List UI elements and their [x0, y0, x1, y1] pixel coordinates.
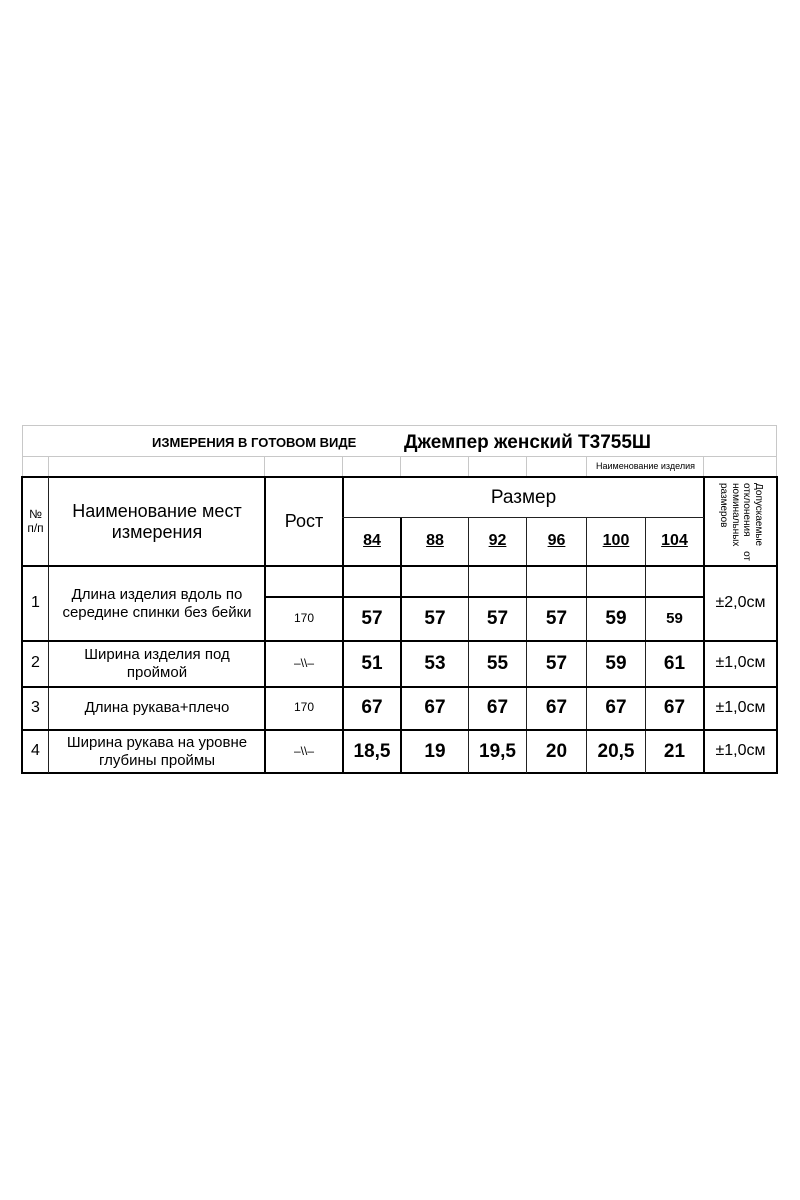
row-3-value-104: 67 — [663, 697, 686, 719]
row-4-value-96: 20 — [545, 740, 568, 762]
row-1-value-88: 57 — [424, 607, 446, 629]
row-2-name: Ширина изделия под проймой — [84, 646, 230, 681]
row-4-num: 4 — [31, 742, 40, 760]
col-header-tolerance — [705, 478, 776, 565]
sheet-caption: ИЗМЕРЕНИЯ В ГОТОВОМ ВИДЕ — [152, 434, 357, 450]
grid-line — [468, 456, 469, 477]
row-3-value-88: 67 — [424, 697, 446, 719]
grid-line — [22, 425, 23, 477]
row-1-value-100: 59 — [605, 607, 627, 629]
row-4-rost: –\\– — [293, 743, 314, 758]
row-4-value-100: 20,5 — [597, 740, 635, 762]
row-3-rost: 170 — [293, 700, 315, 715]
row-3-value-92: 67 — [486, 697, 509, 719]
row-2-value-88: 53 — [424, 652, 446, 674]
row-3-value-100: 67 — [605, 697, 627, 719]
row-1-value-104: 59 — [666, 609, 683, 627]
row-2-num: 2 — [31, 654, 40, 672]
row-4-value-104: 21 — [663, 740, 686, 762]
row-1-value-84: 57 — [361, 607, 383, 629]
row-1-value-96: 57 — [545, 607, 568, 629]
row-3-name: Длина рукава+плечо — [84, 699, 230, 717]
grid-line — [22, 425, 777, 426]
row-3-value-96: 67 — [545, 697, 568, 719]
row-1-value-92: 57 — [486, 607, 509, 629]
size-header-84: 84 — [363, 532, 381, 550]
grid-line — [264, 456, 265, 477]
col-header-razmer: Размер — [490, 486, 557, 508]
row-3-tolerance: ±1,0см — [715, 698, 766, 716]
row-2-value-100: 59 — [605, 652, 627, 674]
grid-line — [703, 456, 704, 477]
grid-line — [48, 456, 49, 477]
row-4-value-88: 19 — [424, 740, 446, 762]
row-2-tolerance: ±1,0см — [715, 654, 766, 672]
size-header-104: 104 — [661, 532, 688, 550]
row-1-name: Длина изделия вдоль по середине спинки без бейки — [62, 586, 252, 621]
row-2-rost: –\\– — [293, 655, 314, 670]
tolerance-header-text: Допускаемые отклонения от номинальных размеров — [718, 482, 764, 561]
row-2-value-96: 57 — [545, 652, 568, 674]
size-header-100: 100 — [602, 532, 630, 550]
row-3-num: 3 — [31, 698, 40, 716]
row-2-value-92: 55 — [486, 652, 509, 674]
grid-line — [400, 456, 401, 477]
size-header-96: 96 — [547, 532, 566, 550]
row-1-tolerance: ±2,0см — [715, 594, 766, 612]
grid-line — [776, 425, 777, 477]
product-subtitle: Наименование изделия — [596, 460, 695, 471]
grid-line — [526, 456, 527, 477]
size-header-92: 92 — [488, 532, 507, 550]
grid-line — [342, 456, 343, 477]
row-1-rost: 170 — [293, 610, 315, 625]
col-header-num: № п/п — [27, 506, 44, 535]
grid-line — [586, 456, 587, 477]
col-header-name: Наименование мест измерения — [72, 500, 242, 542]
row-4-name: Ширина рукава на уровне глубины проймы — [66, 734, 248, 769]
row-2-value-104: 61 — [663, 652, 686, 674]
row-4-value-92: 19,5 — [479, 740, 516, 762]
row-4-tolerance: ±1,0см — [715, 742, 766, 760]
row-1-num: 1 — [31, 594, 40, 612]
row-4-value-84: 18,5 — [353, 740, 391, 762]
row-3-value-84: 67 — [361, 697, 383, 719]
row-2-value-84: 51 — [361, 652, 383, 674]
product-title: Джемпер женский Т3755Ш — [404, 432, 651, 454]
size-header-88: 88 — [426, 532, 444, 550]
col-header-rost: Рост — [284, 511, 324, 532]
